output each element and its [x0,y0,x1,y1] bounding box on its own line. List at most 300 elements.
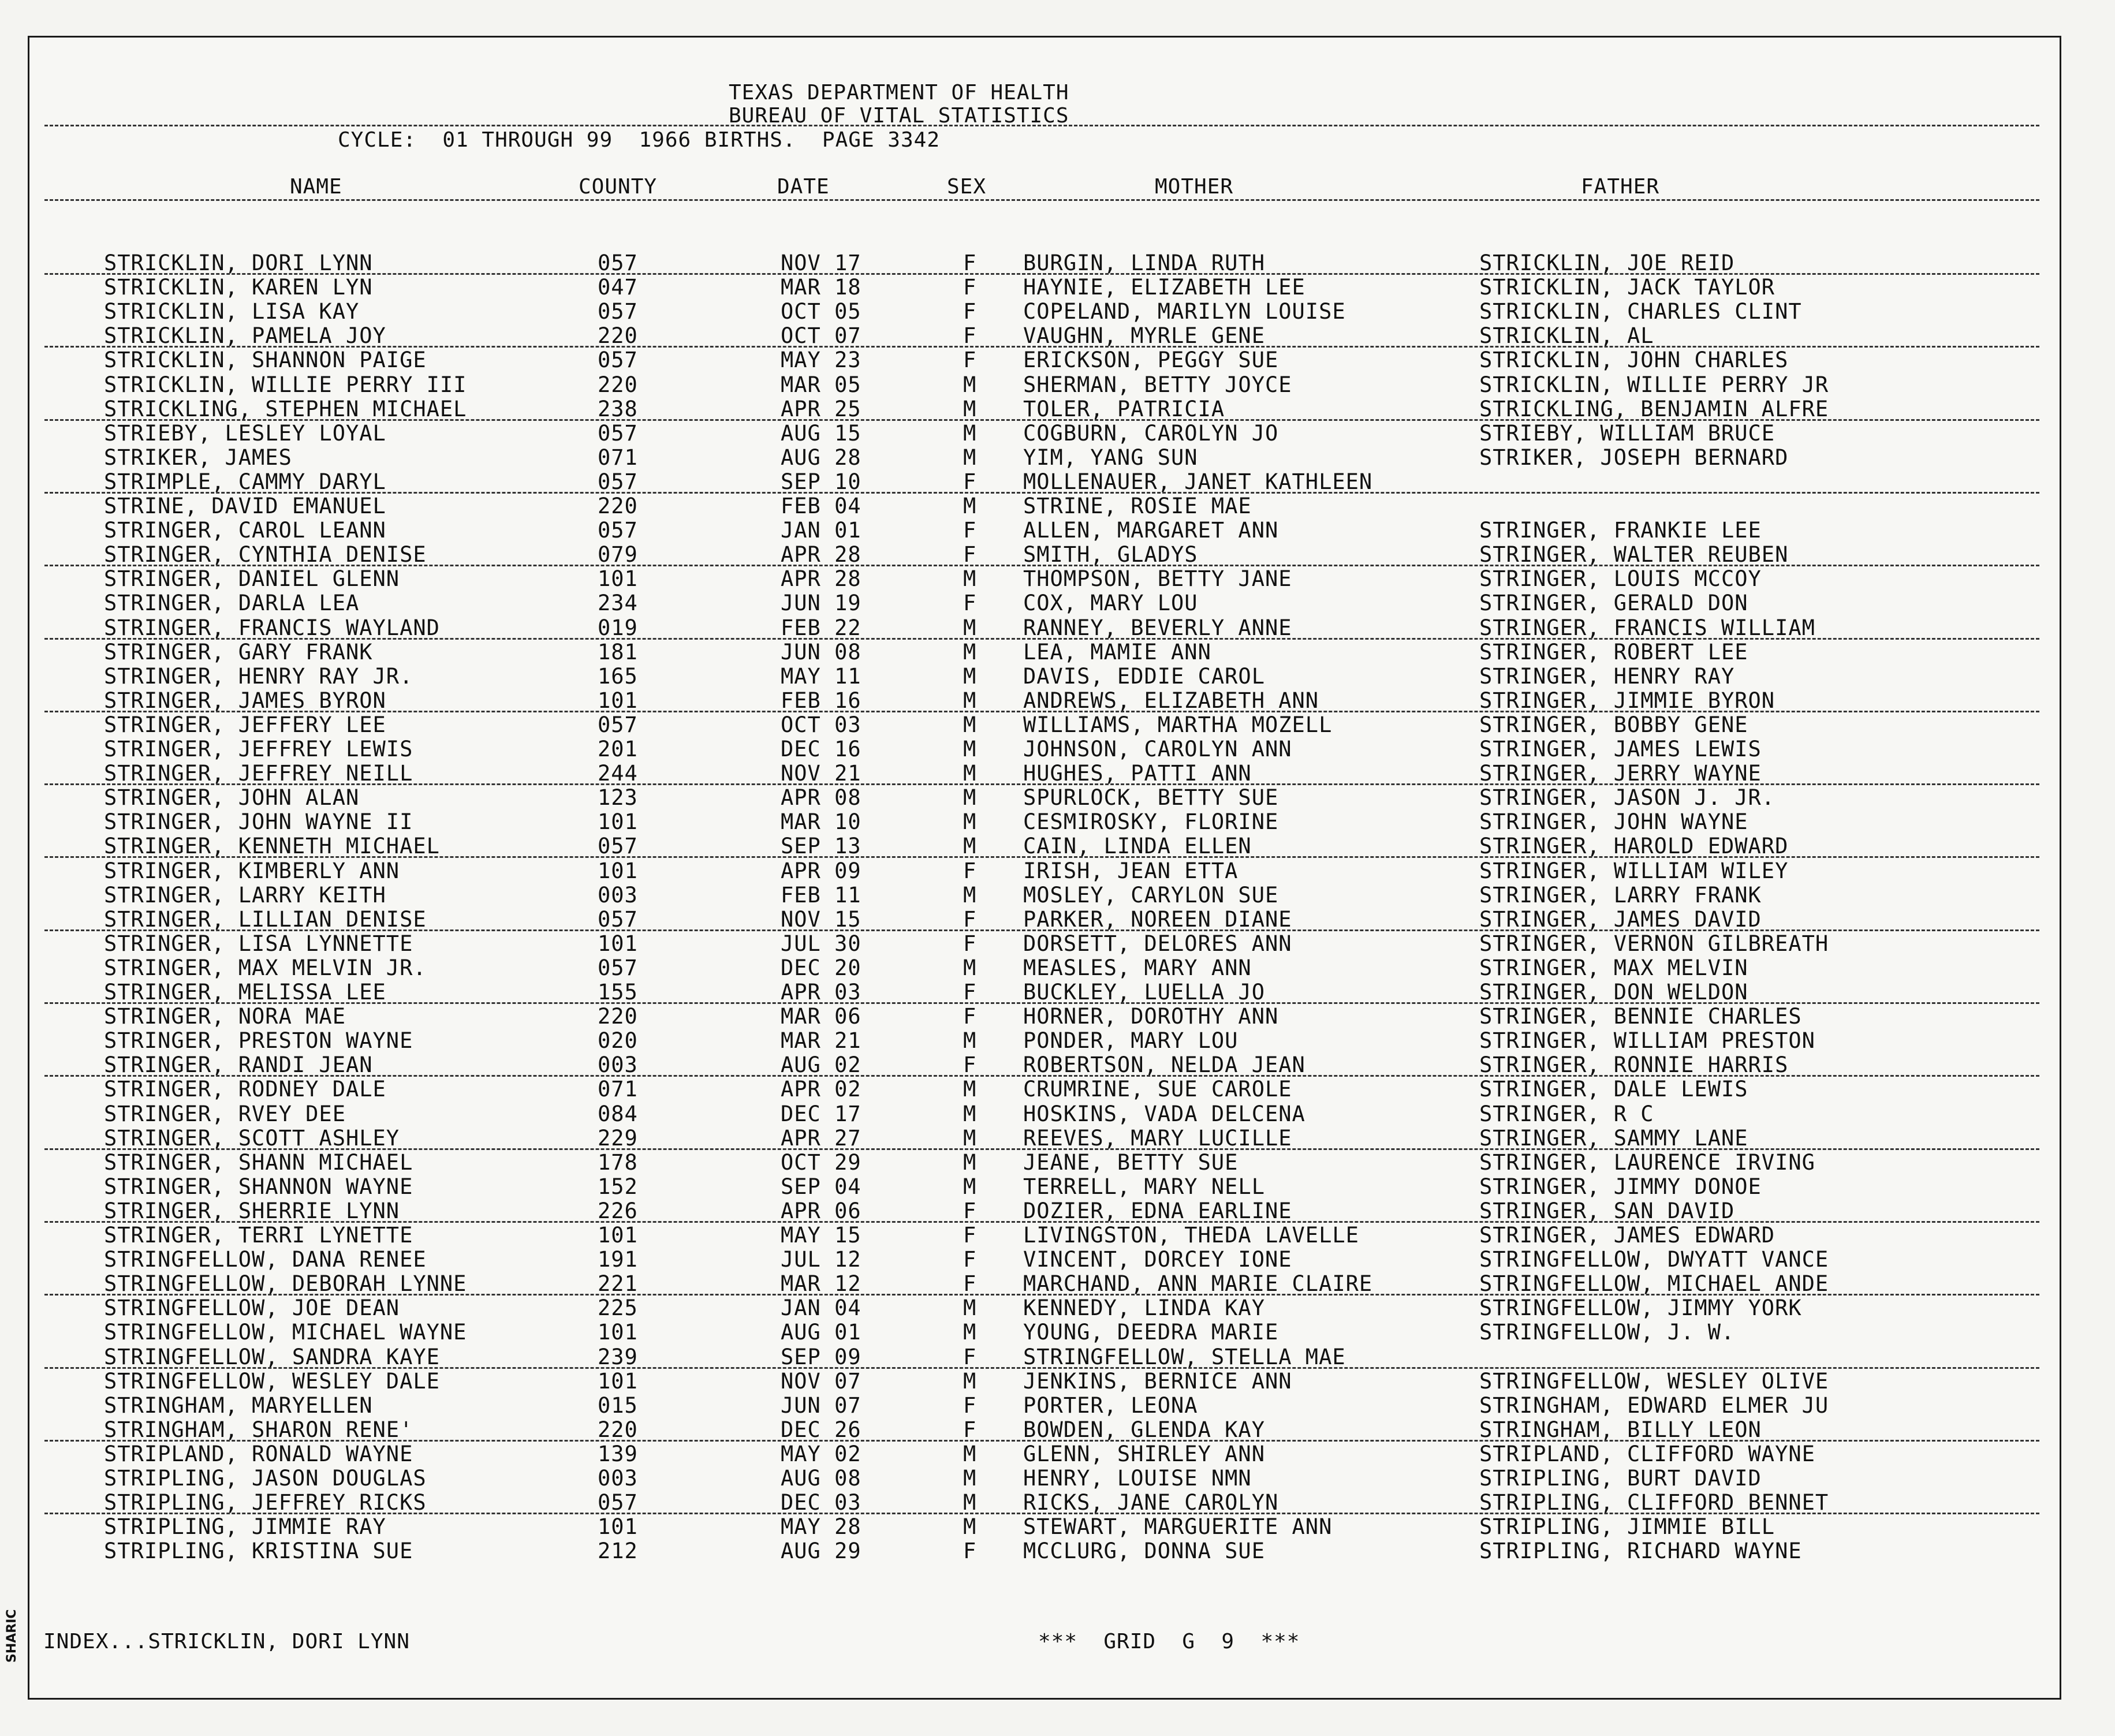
record-sex: F [963,858,977,883]
record-mother: GLENN, SHIRLEY ANN [1023,1441,1265,1466]
record-mother: MOLLENAUER, JANET KATHLEEN [1023,469,1373,494]
record-sex: F [963,1247,977,1272]
record-name: STRINGER, SCOTT ASHLEY [104,1125,400,1151]
record-county: 071 [598,1077,638,1102]
record-father: STRINGER, WILLIAM PRESTON [1479,1028,1815,1054]
record-sex: F [963,1392,977,1418]
record-date: MAR 12 [781,1271,861,1297]
record-county: 071 [598,445,638,470]
record-mother: SMITH, GLADYS [1023,542,1198,568]
record-date: DEC 16 [781,737,861,761]
table-row [0,1175,2115,1199]
record-name: STRINGER, SHERRIE LYNN [104,1198,400,1223]
record-date: AUG 08 [781,1466,861,1491]
record-name: STRINGER, DANIEL GLENN [104,566,400,592]
record-father: STRIPLING, RICHARD WAYNE [1479,1539,1802,1564]
record-name: STRIMPLE, CAMMY DARYL [104,469,386,494]
record-county: 101 [598,809,638,835]
record-name: STRIPLING, JASON DOUGLAS [104,1466,427,1491]
table-row [0,664,2115,689]
record-name: STRICKLING, STEPHEN MICHAEL [104,396,467,421]
table-row [0,1223,2115,1248]
record-date: MAR 10 [781,809,861,835]
record-name: STRINGER, SHANNON WAYNE [104,1174,413,1199]
record-mother: STEWART, MARGUERITE ANN [1023,1514,1333,1540]
record-father: STRINGFELLOW, JIMMY YORK [1479,1296,1802,1321]
record-mother: BUCKLEY, LUELLA JO [1023,980,1265,1005]
record-county: 101 [598,1320,638,1345]
table-row [0,1394,2115,1418]
record-county: 057 [598,518,638,543]
record-father: STRIPLING, CLIFFORD BENNET [1479,1490,1829,1515]
record-father: STRICKLIN, WILLIE PERRY JR [1479,372,1829,397]
record-name: STRINGFELLOW, DANA RENEE [104,1247,427,1272]
record-mother: WILLIAMS, MARTHA MOZELL [1023,712,1333,737]
record-county: 212 [598,1539,638,1564]
record-sex: F [963,906,977,932]
record-sex: M [963,1174,977,1199]
record-county: 220 [598,1004,638,1029]
record-date: FEB 16 [781,688,861,713]
record-sex: M [963,955,977,980]
record-county: 101 [598,1514,638,1540]
table-row [0,397,2115,421]
record-name: STRIKER, JAMES [104,445,292,470]
record-mother: REEVES, MARY LUCILLE [1023,1125,1292,1151]
record-name: STRINGER, SHANN MICHAEL [104,1149,413,1175]
table-row [0,737,2115,761]
record-name: STRINGER, RVEY DEE [104,1101,346,1126]
record-date: OCT 29 [781,1149,861,1175]
record-name: STRINGER, GARY FRANK [104,639,373,664]
record-name: STRICKLIN, LISA KAY [104,299,360,324]
record-mother: TERRELL, MARY NELL [1023,1174,1265,1199]
record-date: SEP 10 [781,469,861,494]
table-row [0,1369,2115,1394]
record-father: STRIPLAND, CLIFFORD WAYNE [1479,1441,1815,1466]
side-label: SHARIC [5,1609,19,1663]
record-mother: PONDER, MARY LOU [1023,1028,1239,1054]
record-date: SEP 09 [781,1344,861,1369]
record-sex: M [963,396,977,421]
record-father: STRINGER, R C [1479,1101,1654,1126]
record-father: STRINGHAM, EDWARD ELMER JU [1479,1392,1829,1418]
record-date: MAR 05 [781,372,861,397]
record-mother: VAUGHN, MYRLE GENE [1023,323,1265,349]
record-mother: DORSETT, DELORES ANN [1023,931,1292,956]
table-row [0,1151,2115,1175]
record-mother: LIVINGSTON, THEDA LAVELLE [1023,1223,1359,1248]
record-mother: SPURLOCK, BETTY SUE [1023,785,1279,811]
record-county: 057 [598,712,638,737]
record-date: OCT 07 [781,323,861,349]
table-row [0,421,2115,446]
record-county: 003 [598,1052,638,1078]
record-sex: M [963,834,977,859]
record-name: STRIPLING, KRISTINA SUE [104,1539,413,1564]
record-county: 101 [598,566,638,592]
column-header-father: FATHER [1581,175,1660,199]
record-county: 101 [598,1368,638,1394]
record-sex: M [963,372,977,397]
record-sex: M [963,688,977,713]
record-name: STRINGER, CAROL LEANN [104,518,386,543]
record-father: STRINGER, HENRY RAY [1479,663,1735,689]
record-sex: F [963,931,977,956]
record-father: STRINGER, JIMMY DONOE [1479,1174,1762,1199]
record-date: NOV 21 [781,761,861,786]
record-county: 057 [598,955,638,980]
record-name: STRINGER, NORA MAE [104,1004,346,1029]
cycle-line: CYCLE: 01 THROUGH 99 1966 BIRTHS. PAGE 3342 [338,128,940,152]
record-sex: M [963,1101,977,1126]
table-row [0,1515,2115,1539]
table-row [0,1102,2115,1126]
record-date: SEP 04 [781,1174,861,1199]
record-father: STRINGER, DALE LEWIS [1479,1077,1748,1102]
record-sex: M [963,566,977,592]
record-mother: HENRY, LOUISE NMN [1023,1466,1252,1491]
record-date: FEB 04 [781,494,861,518]
bureau-title: BUREAU OF VITAL STATISTICS [729,104,1069,128]
record-mother: RICKS, JANE CAROLYN [1023,1490,1279,1515]
record-name: STRINGER, JOHN WAYNE II [104,809,413,835]
record-date: APR 25 [781,396,861,421]
table-row [0,1272,2115,1296]
record-sex: M [963,663,977,689]
record-county: 234 [598,591,638,616]
record-sex: F [963,251,977,275]
record-father: STRINGER, DON WELDON [1479,980,1748,1005]
record-county: 084 [598,1101,638,1126]
record-county: 057 [598,834,638,859]
record-father: STRINGER, BENNIE CHARLES [1479,1004,1802,1029]
record-name: STRINGFELLOW, SANDRA KAYE [104,1344,440,1369]
record-county: 244 [598,761,638,786]
record-father: STRICKLIN, CHARLES CLINT [1479,299,1802,324]
record-mother: CRUMRINE, SUE CAROLE [1023,1077,1292,1102]
record-father: STRIEBY, WILLIAM BRUCE [1479,420,1775,446]
table-row [0,348,2115,372]
record-name: STRINGER, LISA LYNNETTE [104,931,413,956]
record-date: NOV 17 [781,251,861,275]
record-name: STRINGER, LARRY KEITH [104,882,386,908]
record-father: STRINGER, WILLIAM WILEY [1479,858,1789,883]
record-date: NOV 15 [781,906,861,932]
record-name: STRINGER, LILLIAN DENISE [104,906,427,932]
record-name: STRINGER, JEFFREY NEILL [104,761,413,786]
table-row [0,1320,2115,1345]
record-father: STRIKER, JOSEPH BERNARD [1479,445,1789,470]
table-row [0,470,2115,494]
record-date: JAN 01 [781,518,861,543]
record-father: STRINGHAM, BILLY LEON [1479,1417,1762,1442]
record-father: STRIPLING, JIMMIE BILL [1479,1514,1775,1540]
table-row [0,1199,2115,1223]
table-row [0,1029,2115,1053]
record-county: 220 [598,372,638,397]
record-name: STRICKLIN, SHANNON PAIGE [104,348,427,373]
record-sex: F [963,1539,977,1564]
record-mother: MEASLES, MARY ANN [1023,955,1252,980]
record-county: 101 [598,688,638,713]
record-date: MAY 23 [781,348,861,373]
record-sex: F [963,299,977,324]
record-sex: M [963,1441,977,1466]
table-row [0,689,2115,713]
record-sex: F [963,1004,977,1029]
record-date: MAR 06 [781,1004,861,1029]
record-name: STRINGER, HENRY RAY JR. [104,663,413,689]
record-date: MAY 28 [781,1514,861,1540]
record-county: 229 [598,1125,638,1151]
record-name: STRINGFELLOW, JOE DEAN [104,1296,400,1321]
record-name: STRICKLIN, KAREN LYN [104,275,373,300]
table-row [0,446,2115,470]
record-date: MAR 18 [781,275,861,300]
record-father: STRINGER, JAMES EDWARD [1479,1223,1775,1248]
table-row [0,1005,2115,1029]
record-date: AUG 01 [781,1320,861,1345]
record-mother: ERICKSON, PEGGY SUE [1023,348,1279,373]
header-divider [44,125,2039,126]
grid-label: *** GRID G 9 *** [1038,1630,1300,1653]
record-sex: M [963,737,977,761]
record-county: 057 [598,1490,638,1515]
record-sex: M [963,1320,977,1345]
record-sex: M [963,1368,977,1394]
table-row [0,786,2115,810]
record-county: 101 [598,931,638,956]
table-row [0,1466,2115,1491]
record-county: 079 [598,542,638,568]
record-name: STRINGER, MELISSA LEE [104,980,386,1005]
table-row [0,616,2115,640]
record-mother: VINCENT, DORCEY IONE [1023,1247,1292,1272]
record-name: STRINGER, JEFFREY LEWIS [104,737,413,761]
table-row [0,1126,2115,1151]
record-sex: F [963,1271,977,1297]
record-name: STRINGFELLOW, WESLEY DALE [104,1368,440,1394]
record-father: STRINGER, VERNON GILBREATH [1479,931,1829,956]
column-header-sex: SEX [947,175,987,199]
record-sex: F [963,1198,977,1223]
record-date: AUG 15 [781,420,861,446]
table-row [0,908,2115,932]
record-mother: JEANE, BETTY SUE [1023,1149,1239,1175]
record-name: STRINGER, RANDI JEAN [104,1052,373,1078]
record-county: 101 [598,858,638,883]
record-mother: STRINGFELLOW, STELLA MAE [1023,1344,1346,1369]
record-father: STRINGER, SAMMY LANE [1479,1125,1748,1151]
table-row [0,713,2115,737]
table-row [0,1491,2115,1515]
record-sex: M [963,1028,977,1054]
table-row [0,859,2115,883]
record-name: STRINGER, TERRI LYNETTE [104,1223,413,1248]
record-sex: M [963,494,977,518]
record-name: STRINGFELLOW, MICHAEL WAYNE [104,1320,467,1345]
record-county: 181 [598,639,638,664]
record-sex: M [963,809,977,835]
record-father: STRICKLIN, JOE REID [1479,251,1735,275]
record-sex: M [963,615,977,640]
table-row [0,980,2115,1005]
record-county: 015 [598,1392,638,1418]
record-name: STRINGER, PRESTON WAYNE [104,1028,413,1054]
record-county: 226 [598,1198,638,1223]
record-father: STRICKLIN, AL [1479,323,1654,349]
record-name: STRIEBY, LESLEY LOYAL [104,420,386,446]
record-sex: F [963,469,977,494]
record-date: DEC 26 [781,1417,861,1442]
record-name: STRINGER, MAX MELVIN JR. [104,955,427,980]
record-county: 239 [598,1344,638,1369]
record-date: MAY 02 [781,1441,861,1466]
table-row [0,932,2115,956]
record-name: STRINGER, JAMES BYRON [104,688,386,713]
record-county: 178 [598,1149,638,1175]
record-date: AUG 02 [781,1052,861,1078]
record-sex: M [963,785,977,811]
record-date: FEB 22 [781,615,861,640]
record-name: STRIPLING, JIMMIE RAY [104,1514,386,1540]
record-sex: M [963,1514,977,1540]
record-sex: F [963,1223,977,1248]
record-father: STRIPLING, BURT DAVID [1479,1466,1762,1491]
record-father: STRINGER, JIMMIE BYRON [1479,688,1775,713]
record-sex: F [963,518,977,543]
record-father: STRINGFELLOW, DWYATT VANCE [1479,1247,1829,1272]
record-sex: M [963,1466,977,1491]
record-date: JUN 19 [781,591,861,616]
record-county: 047 [598,275,638,300]
record-date: AUG 28 [781,445,861,470]
record-mother: DAVIS, EDDIE CAROL [1023,663,1265,689]
record-date: JUL 12 [781,1247,861,1272]
record-county: 165 [598,663,638,689]
record-father: STRINGER, LARRY FRANK [1479,882,1762,908]
record-name: STRINGER, KENNETH MICHAEL [104,834,440,859]
record-name: STRICKLIN, DORI LYNN [104,251,373,275]
column-header-date: DATE [777,175,830,199]
record-date: APR 06 [781,1198,861,1223]
record-mother: JENKINS, BERNICE ANN [1023,1368,1292,1394]
record-name: STRINGER, JOHN ALAN [104,785,360,811]
record-mother: BURGIN, LINDA RUTH [1023,251,1265,275]
record-sex: M [963,882,977,908]
record-county: 225 [598,1296,638,1321]
record-date: MAY 15 [781,1223,861,1248]
record-father: STRINGER, LAURENCE IRVING [1479,1149,1815,1175]
record-date: APR 02 [781,1077,861,1102]
table-row [0,1296,2115,1320]
record-name: STRINGFELLOW, DEBORAH LYNNE [104,1271,467,1297]
record-mother: COPELAND, MARILYN LOUISE [1023,299,1346,324]
record-father: STRINGER, GERALD DON [1479,591,1748,616]
record-father: STRINGER, JAMES DAVID [1479,906,1762,932]
record-mother: STRINE, ROSIE MAE [1023,494,1252,518]
record-name: STRIPLING, JEFFREY RICKS [104,1490,427,1515]
record-sex: M [963,1077,977,1102]
record-county: 003 [598,882,638,908]
record-sex: F [963,980,977,1005]
record-mother: TOLER, PATRICIA [1023,396,1225,421]
column-header-mother: MOTHER [1155,175,1234,199]
record-county: 057 [598,906,638,932]
record-mother: YOUNG, DEEDRA MARIE [1023,1320,1279,1345]
record-father: STRINGFELLOW, J. W. [1479,1320,1735,1345]
record-father: STRINGER, FRANKIE LEE [1479,518,1762,543]
record-father: STRINGER, FRANCIS WILLIAM [1479,615,1815,640]
record-father: STRINGFELLOW, WESLEY OLIVE [1479,1368,1829,1394]
record-sex: F [963,1052,977,1078]
record-sex: M [963,639,977,664]
table-row [0,883,2115,908]
record-county: 057 [598,420,638,446]
record-county: 201 [598,737,638,761]
record-sex: M [963,1125,977,1151]
table-row [0,956,2115,980]
record-date: FEB 11 [781,882,861,908]
table-row [0,251,2115,275]
record-mother: DOZIER, EDNA EARLINE [1023,1198,1292,1223]
record-date: APR 28 [781,542,861,568]
table-row [0,1418,2115,1442]
record-mother: JOHNSON, CAROLYN ANN [1023,737,1292,761]
record-mother: MCCLURG, DONNA SUE [1023,1539,1265,1564]
record-mother: HAYNIE, ELIZABETH LEE [1023,275,1305,300]
record-date: DEC 17 [781,1101,861,1126]
table-row [0,1345,2115,1369]
record-name: STRINGHAM, SHARON RENE' [104,1417,413,1442]
record-county: 139 [598,1441,638,1466]
record-date: APR 28 [781,566,861,592]
index-label: INDEX...STRICKLIN, DORI LYNN [43,1630,410,1653]
record-county: 101 [598,1223,638,1248]
record-county: 238 [598,396,638,421]
table-row [0,1248,2115,1272]
record-date: JUN 08 [781,639,861,664]
record-sex: M [963,445,977,470]
table-row [0,1539,2115,1563]
record-mother: ANDREWS, ELIZABETH ANN [1023,688,1319,713]
record-name: STRINE, DAVID EMANUEL [104,494,386,518]
record-mother: YIM, YANG SUN [1023,445,1198,470]
table-row [0,591,2115,615]
record-name: STRINGER, CYNTHIA DENISE [104,542,427,568]
record-name: STRINGER, KIMBERLY ANN [104,858,400,883]
record-mother: BOWDEN, GLENDA KAY [1023,1417,1265,1442]
record-mother: COX, MARY LOU [1023,591,1198,616]
column-header-divider [44,199,2039,201]
table-row [0,275,2115,300]
table-row [0,834,2115,858]
table-row [0,1442,2115,1466]
record-father: STRINGER, WALTER REUBEN [1479,542,1789,568]
table-row [0,494,2115,518]
agency-title: TEXAS DEPARTMENT OF HEALTH [729,81,1069,104]
record-date: JUN 07 [781,1392,861,1418]
record-father: STRICKLIN, JACK TAYLOR [1479,275,1775,300]
record-county: 019 [598,615,638,640]
record-name: STRIPLAND, RONALD WAYNE [104,1441,413,1466]
record-father: STRINGER, MAX MELVIN [1479,955,1748,980]
record-county: 155 [598,980,638,1005]
record-date: MAR 21 [781,1028,861,1054]
record-name: STRINGER, RODNEY DALE [104,1077,386,1102]
record-mother: HORNER, DOROTHY ANN [1023,1004,1279,1029]
